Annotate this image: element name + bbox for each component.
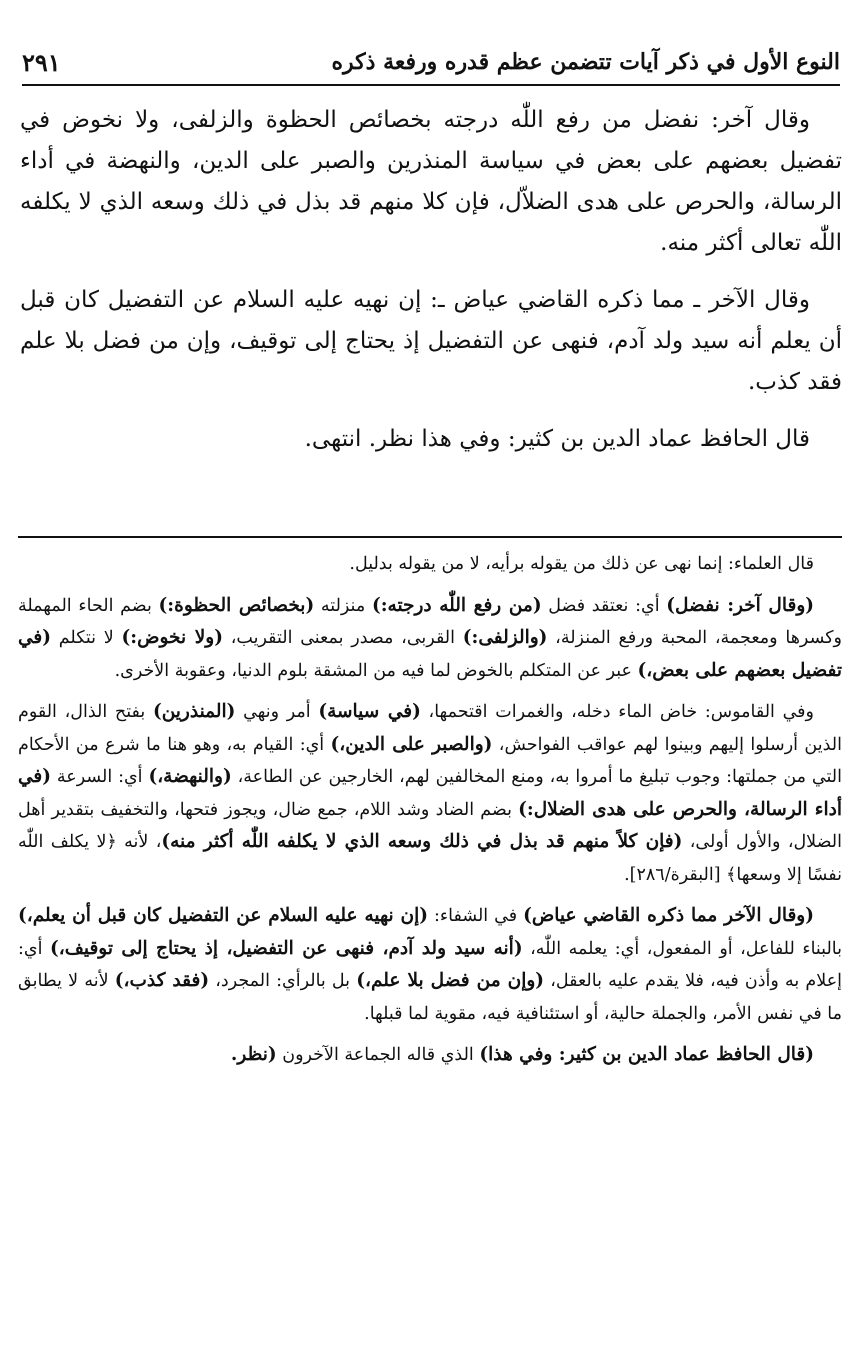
- footnote-divider: [18, 536, 842, 538]
- quoted-lemma: (فقد كذب،): [114, 970, 210, 991]
- quoted-lemma: (في تفضيل بعضهم على بعض،): [18, 627, 842, 681]
- quoted-lemma: (والزلفى:): [462, 627, 548, 648]
- commentary-text: بالبناء للفاعل، أو المفعول، أي: يعلمه اللّٰه،: [522, 938, 842, 959]
- quoted-lemma: (قال الحافظ عماد الدين بن كثير: وفي هذا): [479, 1044, 814, 1065]
- chapter-title: النوع الأول في ذكر آيات تتضمن عظم قدره ورفعة ذكره: [331, 49, 840, 75]
- commentary-text: أي: إعلام به وأذن فيه، فلا يقدم عليه بالعقل،: [18, 938, 842, 991]
- quoted-lemma: (إن نهيه عليه السلام عن التفضيل كان قبل أن يعلم،): [18, 905, 429, 926]
- commentary-text: بضم الحاء المهملة وكسرها ومعجمة، المحبة ورفع المنزلة،: [18, 595, 842, 648]
- page-number: ٢٩١: [22, 47, 61, 77]
- commentary-paragraph: [18, 590, 842, 688]
- quoted-lemma: (نظر.: [230, 1044, 277, 1065]
- quoted-lemma: (في أداء الرسالة، والحرص على هدى الضلال:): [18, 766, 842, 820]
- commentary-text: أمر ونهي: [235, 702, 319, 722]
- commentary-text: في الشفاء:: [428, 906, 524, 926]
- main-paragraph: وقال آخر: نفضل من رفع اللّٰه درجته بخصائص الحظوة والزلفى، ولا نخوض في تفضيل بعضهم على بعض في سياسة المنذرين والصبر على الدين، والنهضة في أداء الرسالة، والحرص على هدى الضلاّل، فإن كلا منهم قد بذل في ذلك وسعه الذي لا يكلفه اللّٰه تعالى أكثر منه.: [20, 107, 842, 256]
- commentary-paragraph: [18, 1039, 842, 1072]
- commentary-text: أي: نعتقد فضل: [541, 595, 667, 616]
- main-paragraph: قال الحافظ عماد الدين بن كثير: وفي هذا نظر. انتهى.: [304, 426, 810, 452]
- quoted-lemma: (في سياسة): [318, 701, 421, 722]
- quoted-lemma: (من رفع اللّٰه درجته:): [371, 594, 542, 616]
- main-text: [20, 100, 842, 476]
- commentary-text: عبر عن المتكلم بالخوض لما فيه من المشقة بلوم الدنيا، وعقوبة الأخرى.: [114, 660, 638, 681]
- quoted-lemma: (والصبر على الدين،): [330, 733, 493, 755]
- commentary-paragraph: [18, 696, 842, 891]
- commentary-text: بضم الضاد وشد اللام، جمع ضال، ويجوز فتحها، والتخفيف بتقدير أهل الضلال، والأول أولى،: [18, 799, 842, 852]
- commentary: [18, 548, 842, 1081]
- commentary-text: وفي القاموس: خاض الماء دخله، والغمرات اقتحمها،: [420, 702, 815, 722]
- commentary-text: الذي قاله الجماعة الآخرون: [276, 1045, 480, 1065]
- main-paragraph: وقال الآخر ـ مما ذكره القاضي عياض ـ: إن نهيه عليه السلام عن التفضيل كان قبل أن يعلم أنه سيد ولد آدم، فنهى عن التفضيل إذ يحتاج إلى توقيف، وإن من فضل بلا علم فقد كذب.: [20, 287, 842, 395]
- quoted-lemma: (فإن كلاً منهم قد بذل في ذلك وسعه الذي لا يكلفه اللّٰه أكثر منه): [161, 831, 683, 852]
- commentary-text: القربى، مصدر بمعنى التقريب،: [223, 628, 463, 648]
- commentary-text: لا نتكلم: [51, 628, 122, 648]
- commentary-text: قال العلماء: إنما نهى عن ذلك من يقوله برأيه، لا من يقوله بدليل.: [349, 554, 814, 574]
- commentary-paragraph: [18, 900, 842, 1030]
- commentary-text: ، لأنه ﴿لا يكلف اللّٰه نفسًا إلا وسعها﴾ [البقرة/٢٨٦].: [18, 832, 842, 885]
- commentary-text: أي: القيام به، وهو هنا ما شرع من الأحكام التي من جملتها: وجوب تبليغ ما أمروا به، ومنع المخالفين لهم، الخارجين عن الطاعة،: [18, 734, 842, 787]
- quoted-lemma: (وقال الآخر مما ذكره القاضي عياض): [523, 905, 814, 926]
- running-header: [22, 40, 840, 86]
- commentary-text: بفتح الذال، القوم الذين أرسلوا إليهم وبينوا لهم عواقب الفواحش،: [18, 702, 842, 755]
- commentary-text: أي: السرعة: [51, 767, 149, 787]
- quoted-lemma: (والنهضة،): [148, 766, 232, 787]
- commentary-text: منزلته: [314, 595, 372, 616]
- quoted-lemma: (وإن من فضل بلا علم،): [356, 970, 545, 991]
- quoted-lemma: (أنه سيد ولد آدم، فنهى عن التفضيل، إذ يحتاج إلى توقيف،): [50, 937, 523, 959]
- quoted-lemma: (ولا نخوض:): [121, 627, 223, 648]
- quoted-lemma: (بخصائص الحظوة:): [158, 594, 315, 616]
- quoted-lemma: (المنذرين): [152, 701, 236, 722]
- commentary-text: لأنه لا يطابق ما في نفس الأمر، والجملة حالية، أو استئنافية فيه، مقوية لما قبلها.: [18, 971, 842, 1024]
- commentary-text: بل بالرأي: المجرد،: [209, 971, 357, 991]
- commentary-paragraph: [18, 548, 842, 581]
- quoted-lemma: (وقال آخر: نفضل): [666, 594, 815, 616]
